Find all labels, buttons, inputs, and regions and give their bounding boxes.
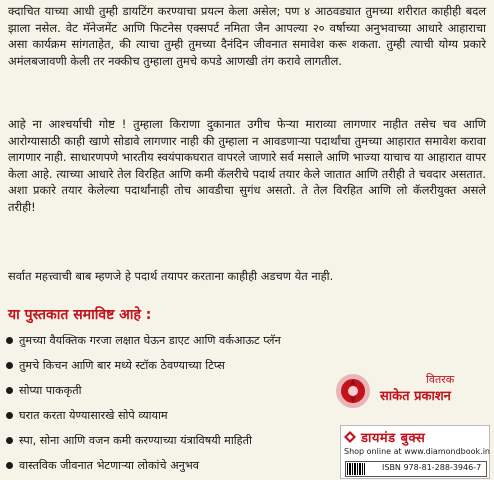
barcode-icon <box>347 463 365 475</box>
list-item-text: सोप्या पाककृती <box>19 384 82 397</box>
distributor-block <box>334 372 490 412</box>
key-point-paragraph: सर्वात महत्त्वाची बाब म्हणजे हे पदार्थ तयापर करताना काहीही अडचण येत नाही. <box>8 269 334 283</box>
list-item-text: घरात करता येण्यासारखे सोपे व्यायाम <box>19 409 168 422</box>
list-item-text: तुमचे किचन आणि बार मध्ये स्टॉक ठेवण्याच्या टिप्स <box>19 359 225 372</box>
publisher-brand <box>343 428 486 446</box>
bullet-icon <box>6 387 13 394</box>
list-item-text: वास्तविक जीवनात भेटणाऱ्या लोकांचे अनुभव <box>19 459 199 472</box>
list-item <box>6 453 306 478</box>
distributor-label: वितरक <box>426 373 455 386</box>
bullet-icon <box>6 412 13 419</box>
publisher-name: डायमंड बुक्स <box>361 431 426 446</box>
list-item-text: स्पा, सोना आणि वजन कमी करण्याच्या यंत्राविषयी माहिती <box>19 434 252 447</box>
bullet-icon <box>6 337 13 344</box>
intro-paragraph: क्दाचित याच्या आधी तुम्ही डायटिंग करण्याचा प्रयत्न केला असेल; पण ४ आठवड्यात तुमच्या शरीरात काहीही बदल झाला नसेल. वेट मॅनेजमेंट आणि फिटनेस एक्सपर्ट नमिता जैन आपल्या २० वर्षाच्या अनुभवाच्या आधारे आहाराचा असा कार्यक्रम सांगताहेत, की त्याचा तुम्ही तुमच्या दैनंदिन जीवनात समावेश करू शकता. तुम्ही त्याची योग्य प्रकारे अमंलबजावणी केली तर नक्कीच तुम्हाला तुमचे कपडे आणखी तंग करावे लागतील. <box>8 4 486 68</box>
features-list <box>6 328 306 478</box>
bullet-icon <box>6 462 13 469</box>
list-item <box>6 328 306 353</box>
publisher-block <box>340 425 490 479</box>
list-item-text: तुमच्या वैयक्तिक गरजा लक्षात घेऊन डाएट आणि वर्कआऊट प्लॅन <box>19 334 281 347</box>
isbn-barcode <box>345 461 487 477</box>
section-heading: या पुस्तकात समाविष्ट आहे : <box>8 307 152 323</box>
list-item <box>6 353 306 378</box>
list-item <box>6 403 306 428</box>
shop-online-text: Shop online at www.diamondbook.in <box>344 447 491 456</box>
distributor-logo-icon <box>334 372 372 410</box>
bullet-icon <box>6 362 13 369</box>
list-item <box>6 378 306 403</box>
list-item <box>6 428 306 453</box>
bullet-icon <box>6 437 13 444</box>
distributor-name: साकेत प्रकाशन <box>380 389 451 404</box>
body-paragraph: आहे ना आश्चर्याची गोष्ट ! तुम्हाला किराणा दुकानात उगीच फेऱ्या माराव्या लागणार नाहीत तसेच चव आणि आरोग्यासाठी काही खाणे सोडावे लागणार नाही की तुम्हाला न आवडणाऱ्या पदार्थांचा तुमच्या आहारात समावेश करावा लागणार नाही. साधारणपणे भारतीय स्वयंपाकघरात वापरले जाणारे सर्व मसाले आणि भाज्या याचाच या आहारात वापर केला आहे. त्याच्या आधारे तेल विरहित आणि कमी कॅलरीचे पदार्थ तयार केले जातात आणि तरीही ते चवदार असतात. अशा प्रकारे तयार केलेल्या पदार्थांनाही तोच आवडीचा सुगंध असतो. ते तेल विरहित आणि लो कॅलरीयुक्त असले तरीही! <box>8 117 486 214</box>
isbn-text: ISBN 978-81-288-3946-7 <box>382 463 482 472</box>
diamond-icon <box>343 430 357 444</box>
